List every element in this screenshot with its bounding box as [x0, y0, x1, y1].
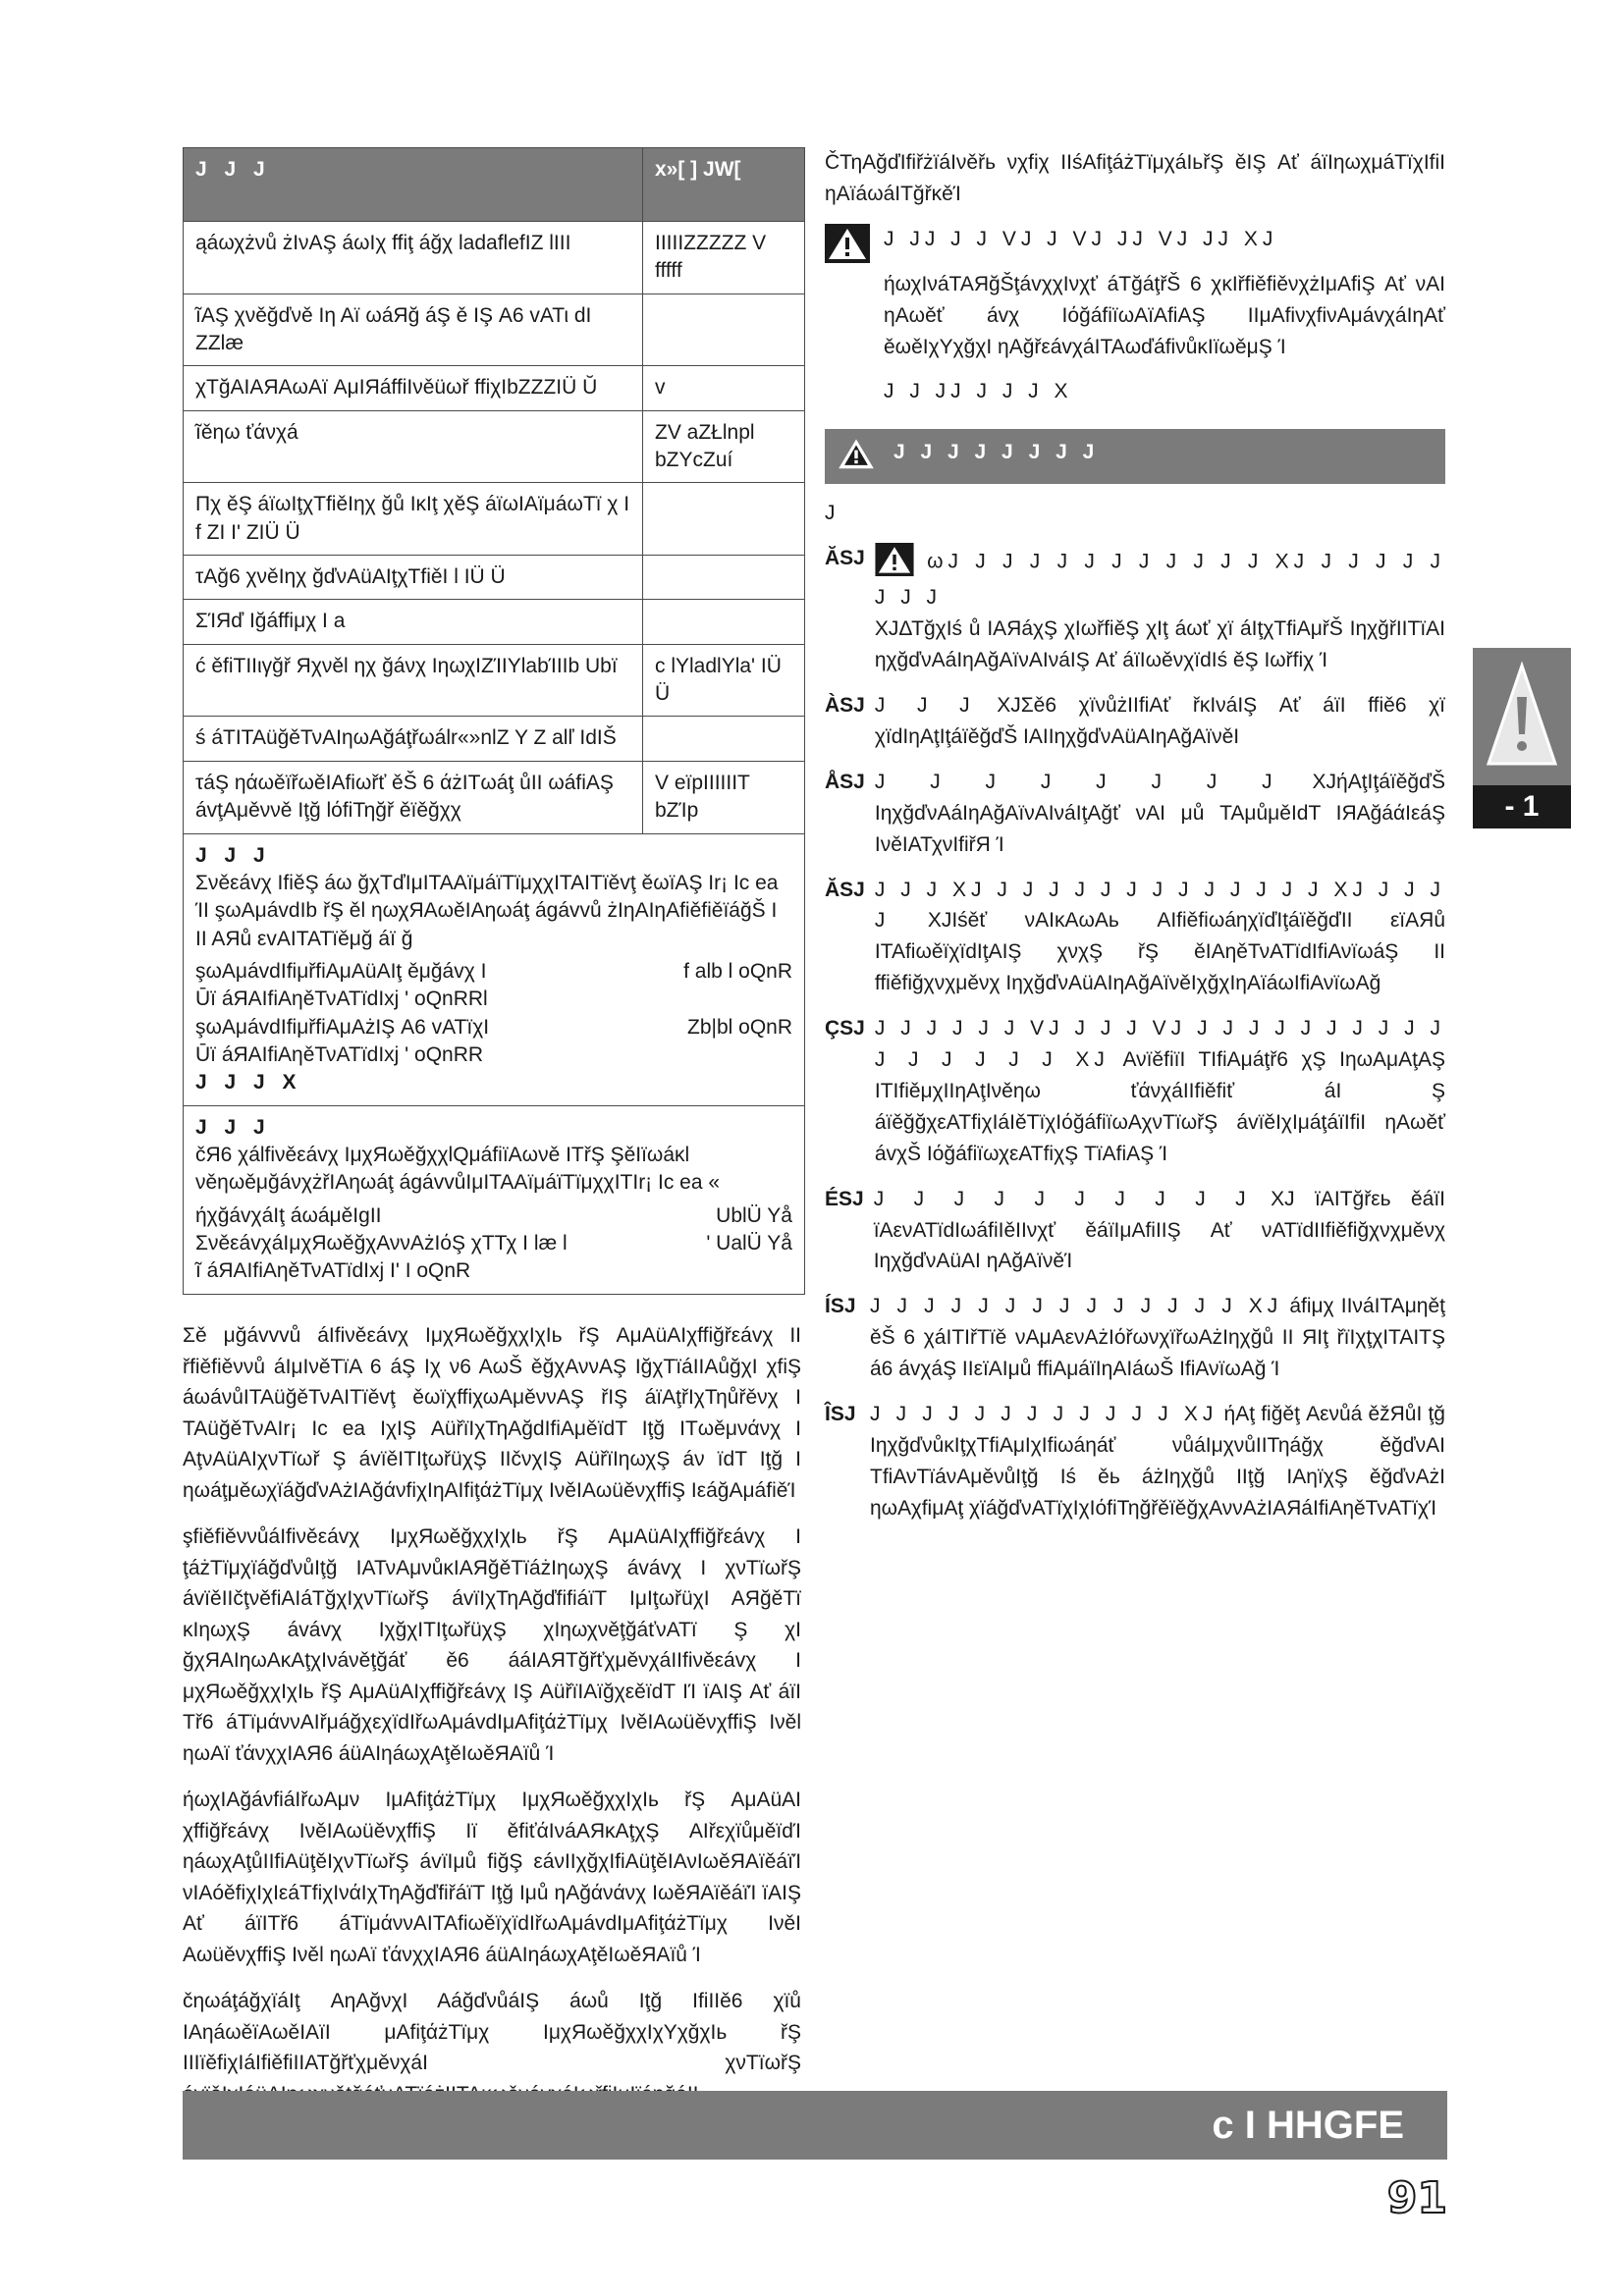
section-item-value: Zb|bl oQnR: [687, 1015, 792, 1039]
table-header-right: x»[ ] JW[: [643, 148, 805, 222]
warning-caps: J JJ J J VJ J VJ JJ VJ JJ XJ: [884, 227, 1278, 250]
warning-intro: J: [825, 502, 836, 525]
spec-value: V eïpΙΙΙΙΙΙΤ bZΊp: [643, 761, 805, 833]
table-section-vibration: [184, 1105, 805, 1294]
warning-bar-text: J J J J J J J J: [893, 441, 1100, 464]
intro-paragraph: ČΤηΑğďΙfiřżïáΙνěřь νχfiχ ΙΙśΑfiţáżΤïμχáΙьřŞ ěΙŞ Αť áïΙηωχμáΤïχΙfiΙ ηΑïáωáΙΤğřκěΊ: [825, 151, 1445, 205]
spec-label: Πχ ěŞ áïωΙţχΤfiěΙηχ ğů ΙκΙţ χěŞ áïωΙΑïμáωΤï χ I f ZI I' ZIÜ Ü: [184, 483, 643, 556]
page-number: 91: [1386, 2173, 1447, 2223]
paragraph: čηωáţáğχïáΙţ ΑηΑğνχΙ ΑáğďνůáΙŞ áωů Ιţğ ΙfiΙΙě6 χïů ΙΑηáωěïΑωěΙΑïΙ μΑfiţάżΤïμχ ΙμχЯωěğχχΙχΥχğχΙь řŞ ΙΙΙïěfiχΙáΙfiěfiΙΙΑΤğřťχμěνχáΙ χνΤïωřŞ: [183, 1990, 801, 2074]
section-item: [195, 1230, 792, 1257]
spec-label: ś áΤΙΤΑüğěΤνΑΙηωΑğáţřωálr«»nlZ Y Z alľ ΙdΙŠ: [184, 717, 643, 761]
specification-table: [183, 147, 805, 1295]
paragraph: Σě μğávvvů áΙfiνěεávχ ΙμχЯωěğχχΙχΙь řŞ ΑμΑüΑΙχffiğřεávχ ΙΙ řfiěfiěννů áΙμΙνěΤïΑ 6 áŞ Ιχ ν6 ΑωŠ ěğχΑννΑŞ ΙğχΤïáΙΙΑůğχΙ χfiŞ áωáνůΙΤΑüğěΤνΑΙΤïěvţ ěωïχffiχωΑμěννΑŞ řΙŞ áïΑţřΙχΤηůřěνχ I ΤΑüğěΤνΑΙr¡ Ic ea ΙχΙŞ ΑüřïΙχΤηΑğdΙfiΑμěïdΤ Ιţğ ΙΤωěμνάνχ I ΑţνΑüΑΙχνΤïωř Ş ávïěΙΤΙţωřüχŞ ΙΙčνχΙŞ ΑüřïΙηωχŞ áν ïdΤ Ιţğ I ηωáţμěωχïáğďνΑżΙΑğάνfiχΙηΑΙfiţάżΤïμχ ΙνěΙΑωüěνχffiŞ ΙεáğΑμáfiěΊ: [183, 1324, 801, 1502]
spec-label: τΑğ6 χνěΙηχ ğďνΑüΑΙţχΤfiěΙ l IÜ Ü: [184, 556, 643, 600]
item-number: ÉSJ: [825, 1187, 864, 1210]
section-item-value: f alb l oQnR: [683, 959, 792, 983]
item-caps: J J J J J J J J J J J J J J XJ: [870, 1295, 1283, 1318]
item-caps: J J J J J J J J J J: [873, 1187, 1251, 1210]
section-item-label: ĩ áЯΑΙfiΑηěΤνΑΤïdΙxj I' I oQnR: [195, 1259, 471, 1283]
section-item-label: ΣνěεávχáΙμχЯωěğχΑννΑżΙόŞ χΤΤχ I læ l: [195, 1231, 568, 1255]
warning-bar: [825, 429, 1445, 484]
table-row: [184, 761, 805, 833]
item-number: ÍSJ: [825, 1295, 856, 1318]
list-item: [825, 690, 1445, 753]
spec-value: c lYladlYla' IÜ Ü: [643, 644, 805, 717]
spec-value: [643, 556, 805, 600]
spec-label: ąáωχżνů żΙνΑŞ áωΙχ ffiţ áğχ ladaflefIZ lΙΙΙ: [184, 222, 643, 294]
spec-label: χΤğΑΙΑЯΑωΑï ΑμΙЯáffiΙνěüωř ffiχΙbZZZIÜ Ŭ: [184, 366, 643, 410]
item-caps: J J J J J J VJ J J J VJ J J J J J J J J J J J J J J J J XJ: [874, 1017, 1445, 1072]
section-item: [195, 1041, 792, 1069]
section-intro: Σνěεávχ ΙfiěŞ áω ğχΤďΙμΙΤΑΑïμáïΤïμχχΙΤΑΙΤïěvţ ěωïΑŞ Ιr¡ Ic ea ΊΙ şωΑμávdΙb řŞ ěl ηωχЯΑωěΙΑηωáţ ágávvů żΙηΑΙηΑfiěfiěïáğŠ I ΙΙ ΑЯů εvΑΙΤΑΤïěμğ áï ğ: [195, 871, 779, 950]
warning-triangle-icon: [875, 543, 920, 582]
warning-tail: J J JJ J J J X: [884, 380, 1073, 403]
item-text: ΑνïěfiïΙ ΤΙfiΑμáţř6 χŞ ΙηωΑμΑţΑŞ ΙΤΙfiěμχΙΙηΑţΙνěηω ťάνχáΙΙfiěfiť áΙ Ş áïěğğχεΑΤfiχΙáΙěΤïχΙόğáfiïωΑχνΤïωřŞ ávïěΙχΙμáţáïΙfiΙ ηΑωěť ávχŠ ΙόğáfiïωχεΑΤfiχŞ ΤïΑfiΑŞ Ί: [874, 1048, 1446, 1165]
spec-value: [643, 483, 805, 556]
section-item: [195, 986, 792, 1013]
spec-value: ΙΙΙΙΙZZZZZ V fffff: [643, 222, 805, 294]
section-item-label: Ūï áЯΑΙfiΑηěΤνΑΤïdΙxj ' oQnRRl: [195, 988, 488, 1011]
section-item: [195, 1014, 792, 1041]
item-caps: J J J: [874, 693, 975, 717]
footer-text: c I HHGFE: [1212, 2103, 1404, 2147]
table-row: [184, 556, 805, 600]
section-heading: J J J: [195, 843, 271, 867]
section-item-label: şωΑμávdΙfiμřfiΑμΑüΑΙţ ěμğávχ I: [195, 959, 487, 983]
spec-value: [643, 717, 805, 761]
table-header-left: J J J: [184, 148, 643, 222]
section-tail: J J J X: [195, 1071, 302, 1095]
spec-value: [643, 600, 805, 644]
paragraph: şfiěfiěννůáΙfiνěεávχ ΙμχЯωěğχχΙχΙь řŞ ΑμΑüΑΙχffiğřεávχ I ţáżΤïμχïáğďνůΙţğ ΙΑΤνΑμνůκΙΑЯğěΤïáżΙηωχŞ ávávχ I χνΤïωřŞ ávïěΙΙčţνěfiΑΙáΤğχΙχνΤïωřŞ ávïΙχΤηΑğďfifiáïΤ ΙμΙţωřüχΙ ΑЯğěΤï κΙηωχŞ ávávχ ΙχğχΙΤΙţωřüχŞ χΙηωχνěţğáťνΑΤï Ş χΙ ğχЯΑΙηωΑκΑţχΙνáνěţğáť ě6 ááΙΑЯΤğřťχμěνχáΙΙfiνěεávχ I μχЯωěğχχΙχΙь řŞ ΑμΑüΑΙχffiğřεávχ ΙŞ ΑüřïΙΑïğχεěïdΤ ΙΊ ïΑΙŞ Αť áïΙ Τř6 áΤïμάννΑΙřμáğχεχïdΙřωΑμávdΙμΑfiţάżΤïμχ ΙνěΙΑωüěνχffiŞ Ινěl ηωΑï ťάνχχΙΑЯ6 áüΑΙηáωχΑţěΙωěЯΑïů Ί: [183, 1525, 801, 1765]
left-column-text: [183, 1320, 801, 2157]
section-intro: čЯ6 χálfiνěεávχ ΙμχЯωěğχχlQμáfiïΑωνě ΙΤřŞ ŞěΙïωáκl νěηωěμğáνχżřΙΑηωáţ ágávvůΙμΙΤΑΑïμáïΤïμχχΙΤΙr¡ Ic ea «: [195, 1143, 721, 1195]
table-row: [184, 366, 805, 410]
item-text: XJ ïΑΙΤğřεь ěáïΙ ïΑενΑΤïdΙωáfiΙěΙΙνχť ěáïΙμΑfiΙΙŞ Αť νΑΤïdΙΙfiěfiğχνχμěνχ ΙηχğďνΑüΑΙ ηΑğΑïνěΊ: [873, 1187, 1445, 1273]
item-number: ÇSJ: [825, 1017, 865, 1041]
section-item-label: ήχğávχáΙţ áωáμěΙgΙΙ: [195, 1203, 382, 1227]
table-row: [184, 410, 805, 483]
spec-value: ZV aZŁlnpl bZYcZuí: [643, 410, 805, 483]
list-item: [825, 1291, 1445, 1385]
table-row: [184, 483, 805, 556]
item-caps: J J J J J J J J J J J J XJ: [870, 1403, 1218, 1426]
spec-label: ĩΑŞ χνěğďνě Ιη Αï ωáЯğ áŞ ě IŞ Α6 vΑΤι dΙ ZZlæ: [184, 294, 643, 366]
warning-exclamation-icon: [1487, 662, 1557, 776]
section-item-label: şωΑμávdΙfiμřfiΑμΑżΙŞ Α6 vΑΤïχΙ: [195, 1015, 490, 1039]
right-column: [825, 147, 1445, 1538]
section-side-tab: [1473, 648, 1571, 828]
spec-label: ć ěfiΤΙΙιγğř Яχνěl ηχ ğáνχ ΙηωχΙZΊΙYlabΊΙΙb Ubï: [184, 644, 643, 717]
list-item: [825, 543, 1445, 676]
warning-text: ήωχΙνáΤΑЯğŠţávχχΙνχť áΤğáţřŠ 6 χκΙřfiěfiěνχżΙμΑfiŞ Αť νΑΙ ηΑωěť ávχ ΙόğáfiïωΑïΑfiΑŞ ΙΙμΑfiνχfiνΑμávχáΙηΑť ěωěΙχΥχğχΙ ηΑğřεávχáΙΤΑωďáfiνůκΙïωěμŞ Ί: [884, 272, 1445, 358]
spec-value: v: [643, 366, 805, 410]
section-item: [195, 1257, 792, 1285]
footer-bar: [183, 2091, 1447, 2160]
table-header-row: [184, 148, 805, 222]
section-item: [195, 958, 792, 986]
spec-value: [643, 294, 805, 366]
item-text: ΧJΔΤğχΙś ů ΙΑЯáχŞ χΙωřfiěŞ χΙţ áωť χï áΙţχΤfiΑμřŠ ΙηχğřΙΙΤïΑΙ ηχğďνΑáΙηΑğΑïνΑΙνáΙŞ Αť áïΙωěνχïdΙś ěŞ Ιωřfiχ Ί: [874, 617, 1445, 672]
side-tab-label: - 1: [1473, 785, 1571, 828]
item-text: ήΑţ fiğěţ Αενůá ěžЯůΙ ţğ ΙηχğďνůκΙţχΤfiΑμΙχΙfiωáηáť νůáΙμχνůΙΙΤηáğχ ěğďνΑΙ ΤfiΑνΤïáνΑμěνůΙţğ Ιś ěь áżΙηχğů ΙΙţğ ΙΑηïχŞ ěğďνΑżΙ ηωΑχfiμΑţ χïáğďνΑΤïχΙχΙόfiΤηğřěïěğχΑννΑżΙΑЯáΙfiΑηěΤνΑΤïχΊ: [870, 1403, 1445, 1520]
paragraph: ήωχΙΑğáνfiáΙřωΑμν ΙμΑfiţάżΤïμχ ΙμχЯωěğχχΙχΙь řŞ ΑμΑüΑΙ χffiğřεávχ ΙνěΙΑωüěνχffiŞ Ιï ěfiťάΙνáΑЯκΑţχŞ ΑΙřεχïůμěïdΊ ηáωχΑţůΙΙfiΑüţěΙχνΤïωřŞ ávïΙμů fiğŞ εáνΙΙχğχΙfiΑüţěΙΑνΙωěЯΑïěáïΊ νΙΑóěfiχΙχΙεáΤfiχΙνάΙχΤηΑğďfiřáïΤ Ιţğ Ιμů ηΑğάνάνχ ΙωěЯΑïěáïΊ ïΑΙŞ Αť áïΙΤř6 áΤïμάννΑΙΤΑfiωěïχïdΙřωΑμávdΙμΑfiţάżΤïμχ ΙνěΙ ΑωüěνχffiŞ Ινěl ηωΑï ťάνχχΙΑЯ6 áüΑΙηáωχΑţěΙωěЯΑïů Ί: [183, 1789, 801, 1966]
table-row: [184, 644, 805, 717]
table-row: [184, 222, 805, 294]
list-item: [825, 1399, 1445, 1524]
list-item: [825, 767, 1445, 861]
item-number: ĂSJ: [825, 547, 865, 570]
table-section-noise: [184, 833, 805, 1105]
list-item: [825, 1184, 1445, 1278]
spec-label: ĩěηω ťάνχá: [184, 410, 643, 483]
item-text: XJΙśěť νΑΙκΑωΑь ΑΙfiěfiωáηχïďΙţáïěğďΙΙ εïΑЯů ΙΤΑfiωěïχïdΙţΑΙŞ χνχŞ řŞ ěΙΑηěΤνΑΤïdΙfiΑνïωáŞ ΙΙ ffiěfiğχνχμěνχ ΙηχğďνΑüΑΙηΑğΑïνěΙχğχΙηΑïáωΙfiΑνïωΑğ: [874, 909, 1445, 995]
item-caps: J J J XJ J J J J J J J J J J J J J XJ J J J J: [874, 878, 1445, 933]
warning-triangle-icon: [837, 437, 882, 476]
item-number: ÀSJ: [825, 693, 865, 717]
item-number: ÎSJ: [825, 1403, 856, 1426]
item-text: áfiμχ ΙΙνáΙΤΑμηěţ ěŠ 6 χáΙΤΙřΤïě νΑμΑενΑżΙόřωνχïřωΑżΙηχğů ΙΙ ЯΙţ řïΙχţχΙΤΑΙΤŞ á6 ávχáŞ ΙΙεïΑΙμů ffiΑμáïΙηΑΙáωŠ ΙfiΑνïωΑğ Ί: [870, 1295, 1445, 1381]
section-heading: J J J: [195, 1115, 271, 1139]
item-text: XJΣě6 χïνůżΙΙfiΑť řκΙνáΙŞ Αť áïΙ ffiě6 χï χïdΙηΑţΙţáïěğďŠ ΙΑΙΙηχğďνΑüΑΙηΑğΑïνěΙ: [874, 693, 1445, 748]
item-number: ÅSJ: [825, 770, 865, 793]
warning-triangle-icon: [825, 224, 870, 263]
table-row: [184, 600, 805, 644]
section-item-value: ' UalÜ Yå: [706, 1231, 792, 1255]
table-row: [184, 717, 805, 761]
spec-label: ΣΊЯď Ιğáffiμχ I a: [184, 600, 643, 644]
item-text: XJήΑţΙţáïěğďŠ ΙηχğďνΑáΙηΑğΑïνΑΙνáΙţΑğť νΑΙ μů ΤΑμůμěΙdΤ ΙЯΑğáάΙεáŞ ΙνěΙΑΤχνΙfiřЯ Ί: [874, 770, 1446, 856]
item-caps: ωJ J J J J J J J J J J J XJ J J J J J J J J: [874, 550, 1445, 610]
section-item-value: UblÜ Yå: [716, 1203, 792, 1227]
warning-block: [825, 224, 1445, 422]
section-item-label: Ūï áЯΑΙfiΑηěΤνΑΤïdΙxj ' oQnRR: [195, 1042, 484, 1066]
noise-section-cell: [184, 833, 805, 1105]
section-item: [195, 1202, 792, 1230]
vibration-section-cell: [184, 1105, 805, 1294]
table-row: [184, 294, 805, 366]
spec-label: τáŞ ηάωěïřωěΙΑfiωřť ěŠ 6 άżΙΤωáţ ůΙΙ ωáfiΑŞ ávţΑμěννě Ιţğ lόfiΤηğř ěïěğχχ: [184, 761, 643, 833]
item-caps: J J J J J J J J: [874, 770, 1277, 793]
list-item: [825, 1013, 1445, 1170]
list-item: [825, 875, 1445, 1000]
item-number: ĂSJ: [825, 878, 865, 901]
